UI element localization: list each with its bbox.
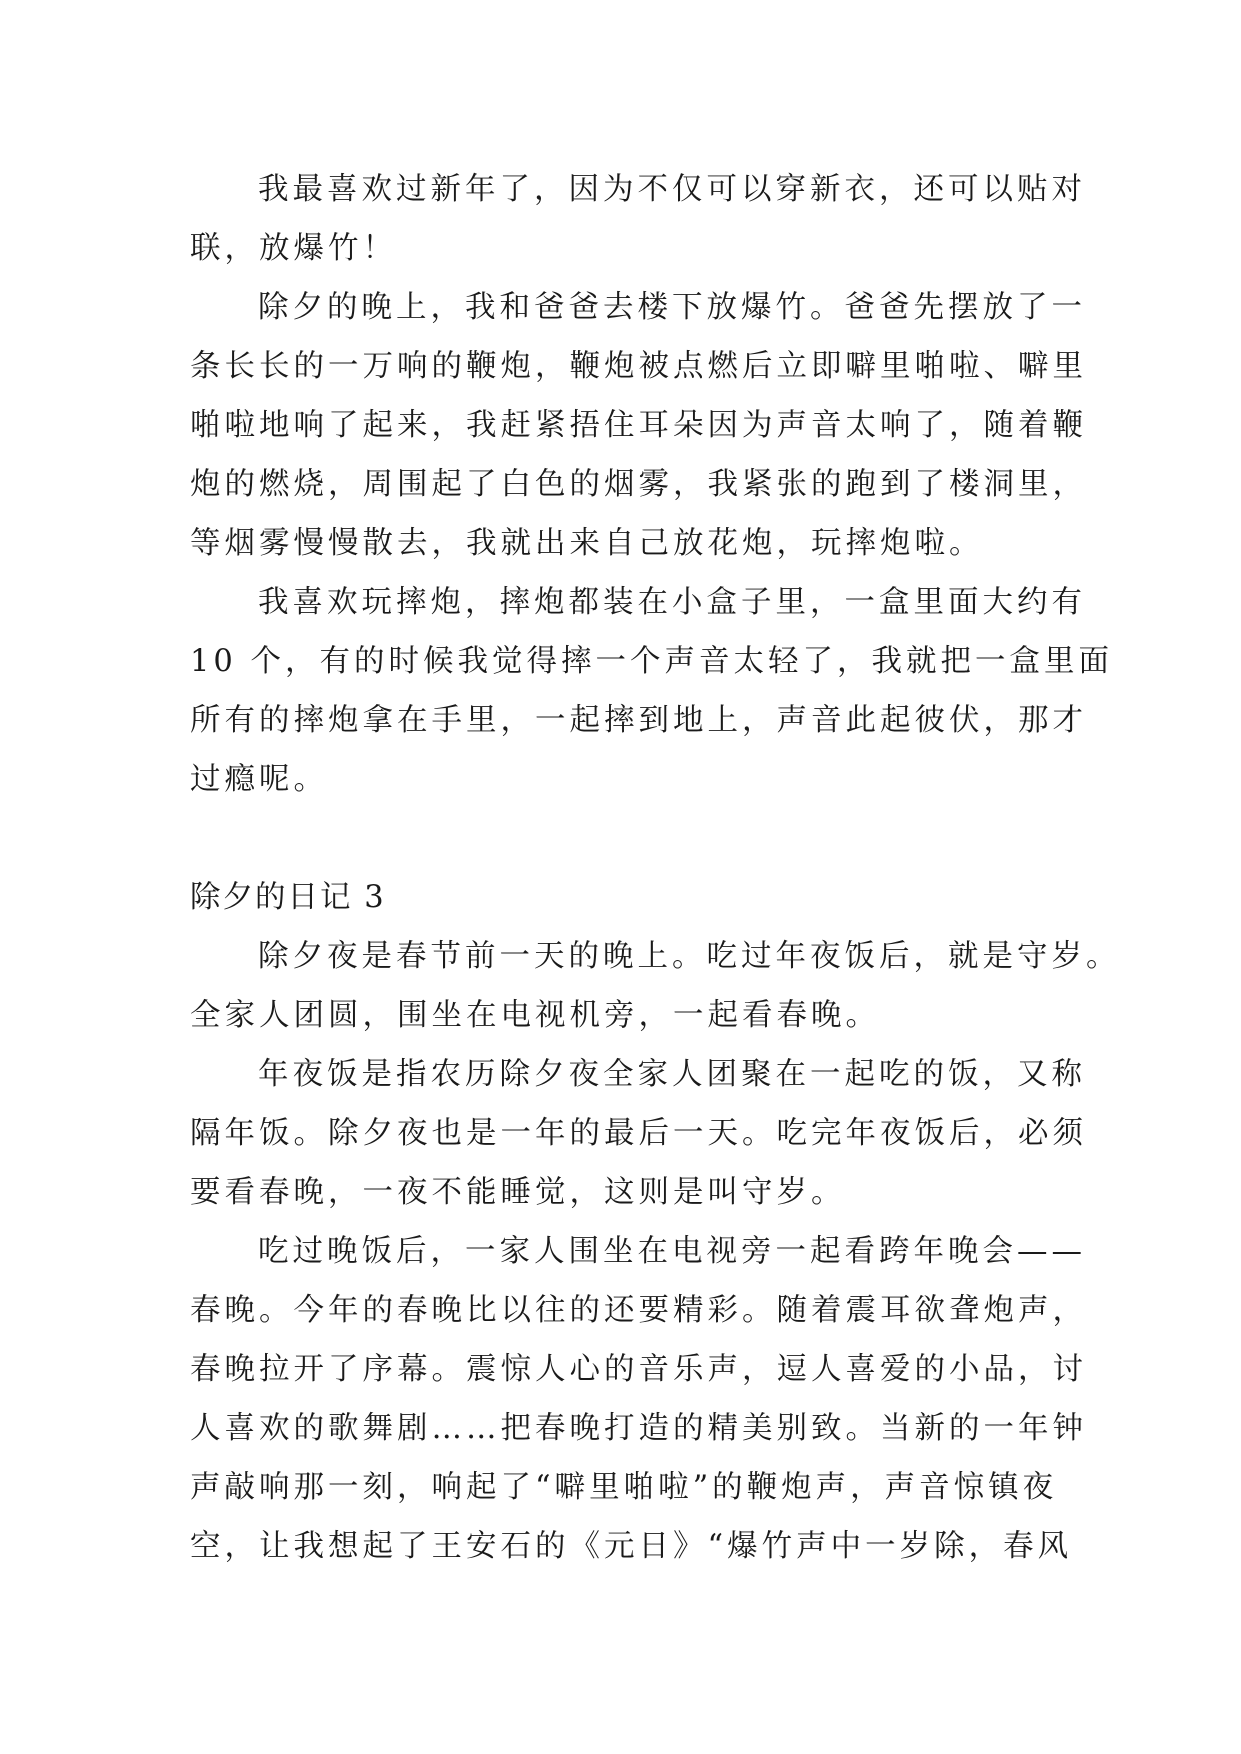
paragraph-line: 联，放爆竹！: [190, 231, 397, 266]
paragraph-line: 全家人团圆，围坐在电视机旁，一起看春晚。: [190, 998, 880, 1033]
paragraph-line: 空，让我想起了王安石的《元日》“爆竹声中一岁除，春风: [190, 1529, 1073, 1564]
paragraph-line: 春晚拉开了序幕。震惊人心的音乐声，逗人喜爱的小品，讨: [190, 1352, 1087, 1387]
paragraph-line: 要看春晚，一夜不能睡觉，这则是叫守岁。: [190, 1175, 846, 1210]
section-title: 除夕的日记 3: [190, 880, 386, 915]
paragraph-line: 炮的燃烧，周围起了白色的烟雾，我紧张的跑到了楼洞里，: [190, 467, 1087, 502]
paragraph-line: 人喜欢的歌舞剧……把春晚打造的精美别致。当新的一年钟: [190, 1411, 1087, 1446]
paragraph-line: 我最喜欢过新年了，因为不仅可以穿新衣，还可以贴对: [258, 172, 1086, 207]
document-body: [190, 160, 1121, 1576]
paragraph-line: 条长长的一万响的鞭炮，鞭炮被点燃后立即噼里啪啦、噼里: [190, 349, 1087, 384]
blank-line: [190, 809, 1070, 868]
paragraph-line: 等烟雾慢慢散去，我就出来自己放花炮，玩摔炮啦。: [190, 526, 984, 561]
paragraph-line: 年夜饭是指农历除夕夜全家人团聚在一起吃的饭，又称: [258, 1057, 1086, 1092]
paragraph-line: 声敲响那一刻，响起了“噼里啪啦”的鞭炮声，声音惊镇夜: [190, 1470, 1058, 1505]
paragraph-line: 除夕的晚上，我和爸爸去楼下放爆竹。爸爸先摆放了一: [258, 290, 1086, 325]
paragraph-line: 吃过晚饭后，一家人围坐在电视旁一起看跨年晚会——: [258, 1234, 1086, 1269]
paragraph-line: 10 个，有的时候我觉得摔一个声音太轻了，我就把一盒里面: [190, 644, 1114, 679]
paragraph-line: 过瘾呢。: [190, 762, 328, 797]
paragraph-line: 啪啦地响了起来，我赶紧捂住耳朵因为声音太响了，随着鞭: [190, 408, 1087, 443]
paragraph-line: 我喜欢玩摔炮，摔炮都装在小盒子里，一盒里面大约有: [258, 585, 1086, 620]
paragraph-line: 除夕夜是春节前一天的晚上。吃过年夜饭后，就是守岁。: [258, 939, 1121, 974]
paragraph-line: 春晚。今年的春晚比以往的还要精彩。随着震耳欲聋炮声，: [190, 1293, 1087, 1328]
paragraph-line: 所有的摔炮拿在手里，一起摔到地上，声音此起彼伏，那才: [190, 703, 1087, 738]
paragraph-line: 隔年饭。除夕夜也是一年的最后一天。吃完年夜饭后，必须: [190, 1116, 1087, 1151]
